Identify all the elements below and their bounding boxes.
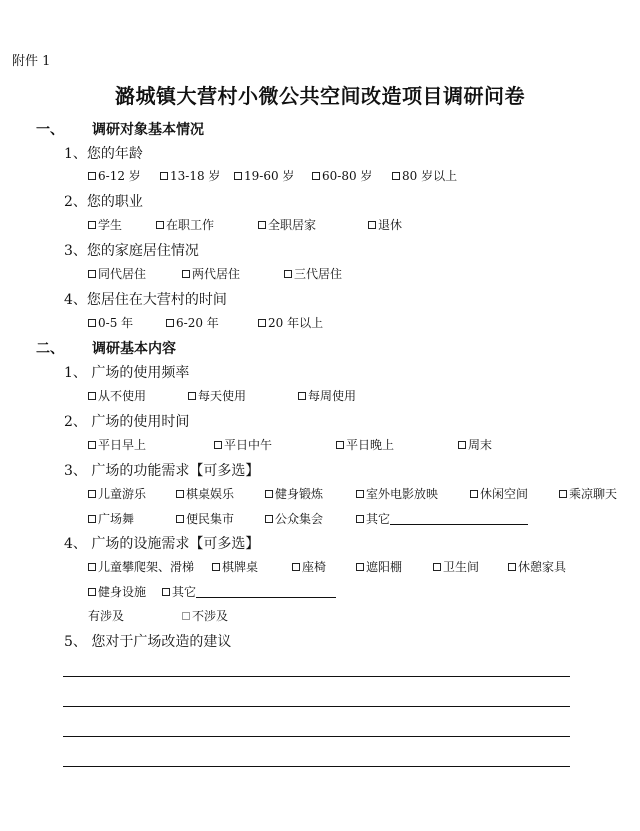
question-occupation: 2、您的职业 bbox=[64, 194, 143, 210]
checkbox-icon[interactable] bbox=[368, 221, 376, 229]
checkbox-icon[interactable] bbox=[258, 319, 266, 327]
option-not-involved[interactable]: 不涉及 bbox=[182, 607, 228, 624]
option-facility-3[interactable]: 座椅 bbox=[292, 558, 326, 575]
option-time-1[interactable]: 平日早上 bbox=[88, 436, 146, 453]
checkbox-icon[interactable] bbox=[214, 441, 222, 449]
option-time-4[interactable]: 周末 bbox=[458, 436, 492, 453]
option-function-2[interactable]: 棋桌娱乐 bbox=[176, 485, 234, 502]
option-facility-5[interactable]: 卫生间 bbox=[433, 558, 479, 575]
option-residence-1[interactable]: 0-5 年 bbox=[88, 314, 133, 331]
section-1-title: 调研对象基本情况 bbox=[92, 122, 204, 138]
option-function-4[interactable]: 室外电影放映 bbox=[356, 485, 438, 502]
checkbox-icon[interactable] bbox=[162, 588, 170, 596]
answer-line-4[interactable] bbox=[63, 766, 570, 767]
checkbox-icon[interactable] bbox=[292, 563, 300, 571]
question-age: 1、您的年龄 bbox=[64, 146, 143, 162]
checkbox-icon[interactable] bbox=[212, 563, 220, 571]
page-title: 潞城镇大营村小微公共空间改造项目调研问卷 bbox=[115, 84, 525, 108]
checkbox-icon[interactable] bbox=[265, 515, 273, 523]
option-facility-2[interactable]: 棋牌桌 bbox=[212, 558, 258, 575]
option-household-2[interactable]: 两代居住 bbox=[182, 265, 240, 282]
option-frequency-1[interactable]: 从不使用 bbox=[88, 387, 146, 404]
checkbox-icon[interactable] bbox=[336, 441, 344, 449]
option-age-5[interactable]: 80 岁以上 bbox=[392, 167, 457, 184]
checkbox-icon[interactable] bbox=[356, 490, 364, 498]
answer-line-3[interactable] bbox=[63, 736, 570, 737]
question-usage-frequency: 1、 广场的使用频率 bbox=[64, 365, 190, 381]
option-occupation-1[interactable]: 学生 bbox=[88, 216, 122, 233]
facility-other-blank[interactable] bbox=[196, 585, 336, 598]
option-frequency-2[interactable]: 每天使用 bbox=[188, 387, 246, 404]
section-2-heading bbox=[36, 338, 176, 358]
section-1-heading bbox=[36, 119, 204, 139]
answer-line-1[interactable] bbox=[63, 676, 570, 677]
option-facility-4[interactable]: 遮阳棚 bbox=[356, 558, 402, 575]
checkbox-icon[interactable] bbox=[234, 172, 242, 180]
option-household-1[interactable]: 同代居住 bbox=[88, 265, 146, 282]
checkbox-icon[interactable] bbox=[312, 172, 320, 180]
checkbox-icon[interactable] bbox=[160, 172, 168, 180]
checkbox-icon[interactable] bbox=[284, 270, 292, 278]
option-involved[interactable]: 有涉及 bbox=[88, 609, 125, 623]
checkbox-icon[interactable] bbox=[176, 515, 184, 523]
option-residence-3[interactable]: 20 年以上 bbox=[258, 314, 323, 331]
option-function-7[interactable]: 广场舞 bbox=[88, 510, 134, 527]
checkbox-icon[interactable] bbox=[470, 490, 478, 498]
section-2-title: 调研基本内容 bbox=[92, 341, 176, 357]
checkbox-icon[interactable] bbox=[265, 490, 273, 498]
answer-line-2[interactable] bbox=[63, 706, 570, 707]
option-occupation-3[interactable]: 全职居家 bbox=[258, 216, 316, 233]
option-facility-7[interactable]: 健身设施 bbox=[88, 583, 146, 600]
checkbox-icon[interactable] bbox=[176, 490, 184, 498]
option-facility-1[interactable]: 儿童攀爬架、滑梯 bbox=[88, 558, 194, 575]
option-facility-other[interactable]: 其它 bbox=[162, 583, 336, 600]
checkbox-icon[interactable] bbox=[182, 270, 190, 278]
checkbox-icon[interactable] bbox=[508, 563, 516, 571]
checkbox-icon[interactable] bbox=[88, 515, 96, 523]
checkbox-icon[interactable] bbox=[88, 392, 96, 400]
option-facility-6[interactable]: 休憩家具 bbox=[508, 558, 566, 575]
checkbox-icon[interactable] bbox=[182, 612, 190, 620]
checkbox-icon[interactable] bbox=[559, 490, 567, 498]
option-function-5[interactable]: 休闲空间 bbox=[470, 485, 528, 502]
option-age-2[interactable]: 13-18 岁 bbox=[160, 167, 220, 184]
option-frequency-3[interactable]: 每周使用 bbox=[298, 387, 356, 404]
checkbox-icon[interactable] bbox=[392, 172, 400, 180]
question-suggestions: 5、 您对于广场改造的建议 bbox=[64, 634, 232, 650]
function-other-blank[interactable] bbox=[390, 512, 528, 525]
checkbox-icon[interactable] bbox=[433, 563, 441, 571]
option-residence-2[interactable]: 6-20 年 bbox=[166, 314, 219, 331]
attachment-label: 附件 1 bbox=[12, 54, 51, 69]
option-function-8[interactable]: 便民集市 bbox=[176, 510, 234, 527]
question-household: 3、您的家庭居住情况 bbox=[64, 243, 199, 259]
option-occupation-4[interactable]: 退休 bbox=[368, 216, 402, 233]
option-occupation-2[interactable]: 在职工作 bbox=[156, 216, 214, 233]
checkbox-icon[interactable] bbox=[88, 221, 96, 229]
checkbox-icon[interactable] bbox=[88, 172, 96, 180]
checkbox-icon[interactable] bbox=[88, 563, 96, 571]
checkbox-icon[interactable] bbox=[356, 515, 364, 523]
checkbox-icon[interactable] bbox=[88, 588, 96, 596]
question-facility-needs: 4、 广场的设施需求【可多选】 bbox=[64, 536, 260, 552]
checkbox-icon[interactable] bbox=[88, 490, 96, 498]
checkbox-icon[interactable] bbox=[258, 221, 266, 229]
section-2-number: 二、 bbox=[36, 341, 64, 357]
option-age-4[interactable]: 60-80 岁 bbox=[312, 167, 372, 184]
option-function-9[interactable]: 公众集会 bbox=[265, 510, 323, 527]
checkbox-icon[interactable] bbox=[88, 441, 96, 449]
option-function-1[interactable]: 儿童游乐 bbox=[88, 485, 146, 502]
checkbox-icon[interactable] bbox=[88, 319, 96, 327]
checkbox-icon[interactable] bbox=[166, 319, 174, 327]
checkbox-icon[interactable] bbox=[188, 392, 196, 400]
question-usage-time: 2、 广场的使用时间 bbox=[64, 414, 190, 430]
checkbox-icon[interactable] bbox=[88, 270, 96, 278]
checkbox-icon[interactable] bbox=[356, 563, 364, 571]
option-age-1[interactable]: 6-12 岁 bbox=[88, 167, 141, 184]
option-function-6[interactable]: 乘凉聊天 bbox=[559, 485, 617, 502]
option-age-3[interactable]: 19-60 岁 bbox=[234, 167, 294, 184]
option-time-3[interactable]: 平日晚上 bbox=[336, 436, 394, 453]
checkbox-icon[interactable] bbox=[156, 221, 164, 229]
option-function-3[interactable]: 健身锻炼 bbox=[265, 485, 323, 502]
checkbox-icon[interactable] bbox=[298, 392, 306, 400]
question-residence-time: 4、您居住在大营村的时间 bbox=[64, 292, 227, 308]
question-function-needs: 3、 广场的功能需求【可多选】 bbox=[64, 463, 260, 479]
option-time-2[interactable]: 平日中午 bbox=[214, 436, 272, 453]
checkbox-icon[interactable] bbox=[458, 441, 466, 449]
section-1-number: 一、 bbox=[36, 122, 64, 138]
option-function-other[interactable]: 其它 bbox=[356, 510, 528, 527]
option-household-3[interactable]: 三代居住 bbox=[284, 265, 342, 282]
